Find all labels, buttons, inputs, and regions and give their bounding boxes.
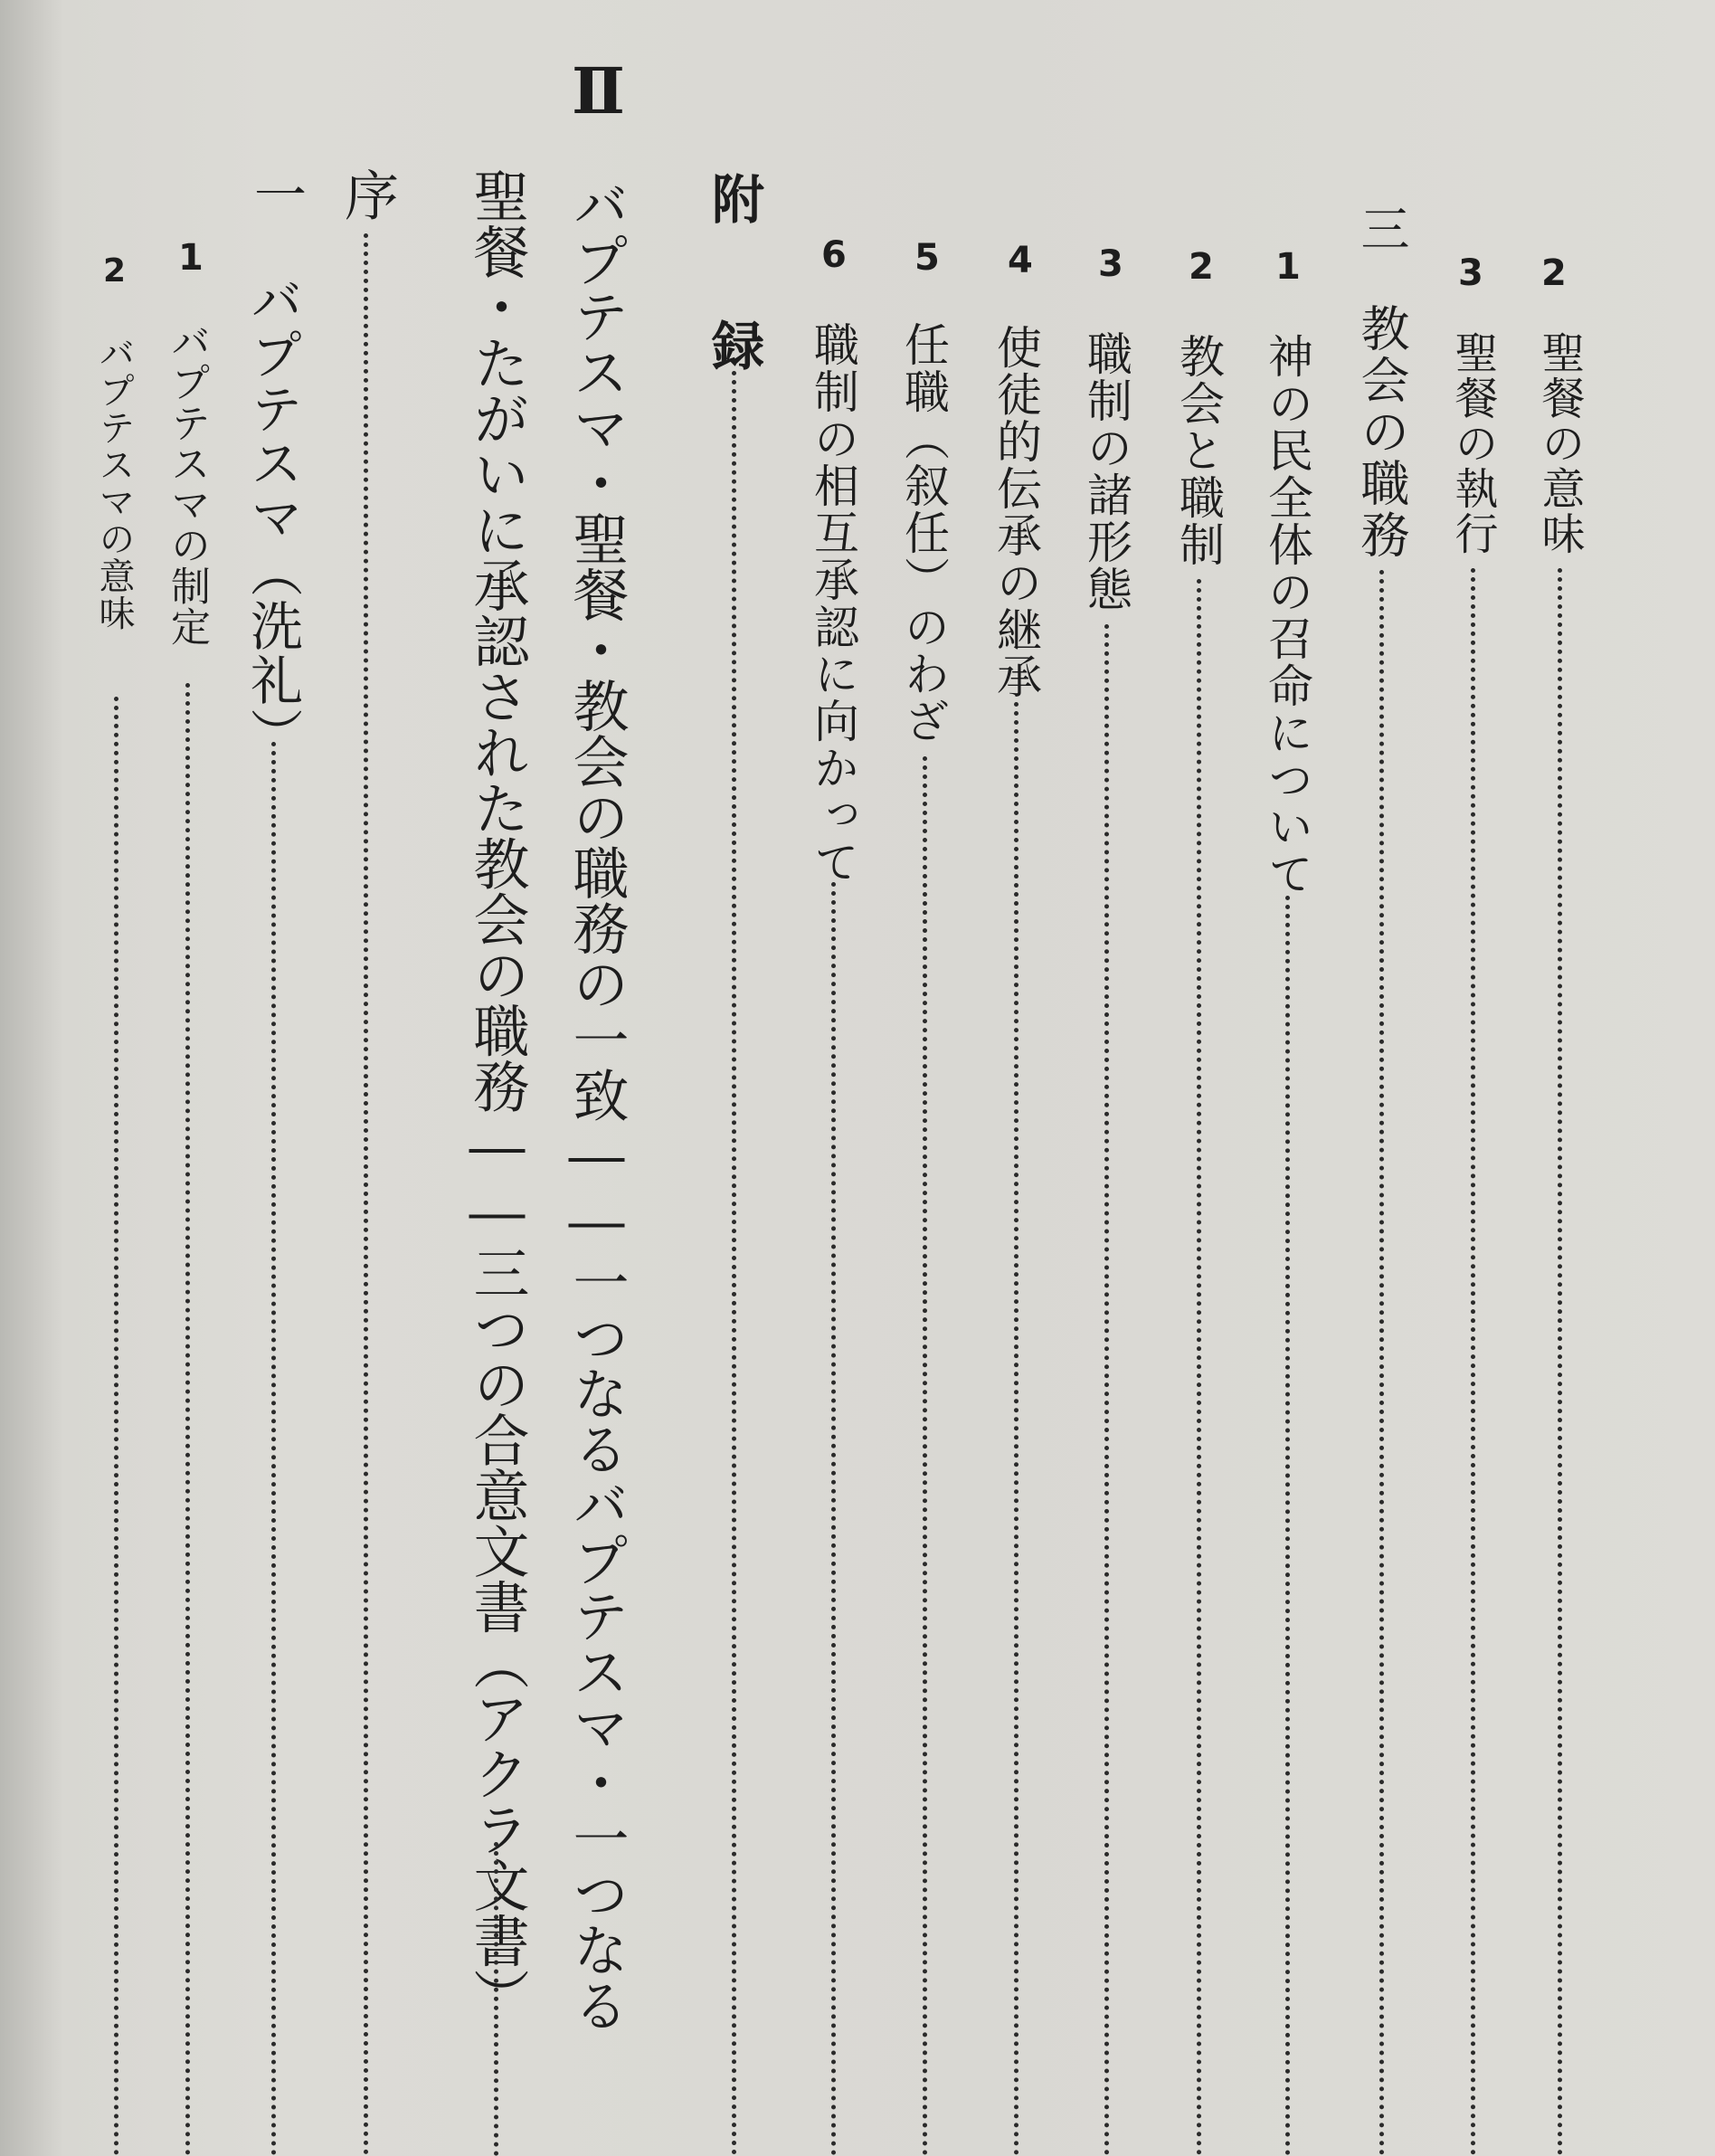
toc-entry-title: 任職（叙任）のわざ xyxy=(897,321,950,745)
toc-entry-title: バプテスマの意味 xyxy=(93,335,135,632)
toc-entry-title: バプテスマ（洗礼） xyxy=(242,273,303,762)
toc-entry-title-line1: バプテスマ・聖餐・教会の職務の一致――一つなるバプテスマ・一つなる xyxy=(564,176,630,2033)
dotted-leader xyxy=(831,882,836,2156)
dotted-leader xyxy=(364,233,368,2156)
entry-number: 4 xyxy=(1008,240,1033,281)
toc-entry-title: 職制の相互承認に向かって xyxy=(807,321,859,886)
section-number: 一 xyxy=(245,167,307,220)
dotted-leader xyxy=(185,683,190,2156)
entry-number: 3 xyxy=(1458,252,1483,294)
part-heading: Ⅱ xyxy=(572,53,625,128)
dotted-leader xyxy=(732,371,736,2156)
entry-number: 2 xyxy=(1189,246,1214,288)
entry-number: 1 xyxy=(1275,246,1301,288)
toc-entry-title: 序 xyxy=(336,167,399,222)
toc-entry-title: 教会の職務 xyxy=(1353,303,1410,561)
entry-number: 6 xyxy=(821,234,847,276)
dotted-leader xyxy=(1285,896,1290,2156)
dotted-leader xyxy=(1379,570,1384,2156)
toc-entry-title: 聖餐の意味 xyxy=(1534,330,1585,556)
toc-entry-title: 神の民全体の召命について xyxy=(1261,333,1313,898)
toc-entry-title: 職制の諸形態 xyxy=(1080,330,1132,613)
dotted-leader xyxy=(1558,568,1562,2156)
entry-number: 5 xyxy=(914,237,940,279)
dotted-leader xyxy=(1014,702,1019,2156)
section-number: 三 xyxy=(1353,204,1410,252)
dotted-leader xyxy=(271,742,276,2156)
dotted-leader xyxy=(494,1842,498,2156)
entry-number: 1 xyxy=(178,237,204,279)
dotted-leader xyxy=(1471,568,1475,2156)
toc-entry-title-line2: 聖餐・たがいに承認された教会の職務――三つの合意文書（アクラ文書） xyxy=(464,167,530,2024)
dotted-leader xyxy=(923,756,927,2156)
dotted-leader xyxy=(1197,579,1201,2156)
toc-entry-title: バプテスマの制定 xyxy=(164,321,210,647)
entry-number: 3 xyxy=(1098,243,1123,285)
toc-entry-title: 聖餐の執行 xyxy=(1447,330,1498,556)
dotted-leader xyxy=(1104,624,1109,2156)
toc-entry-title: 教会と職制 xyxy=(1172,333,1225,568)
entry-number: 2 xyxy=(1541,252,1567,294)
dotted-leader xyxy=(114,697,118,2156)
toc-entry-title: 使徒的伝承の継承 xyxy=(990,324,1042,700)
appendix-heading: 附 録 xyxy=(703,172,764,387)
entry-number: 2 xyxy=(103,252,127,290)
